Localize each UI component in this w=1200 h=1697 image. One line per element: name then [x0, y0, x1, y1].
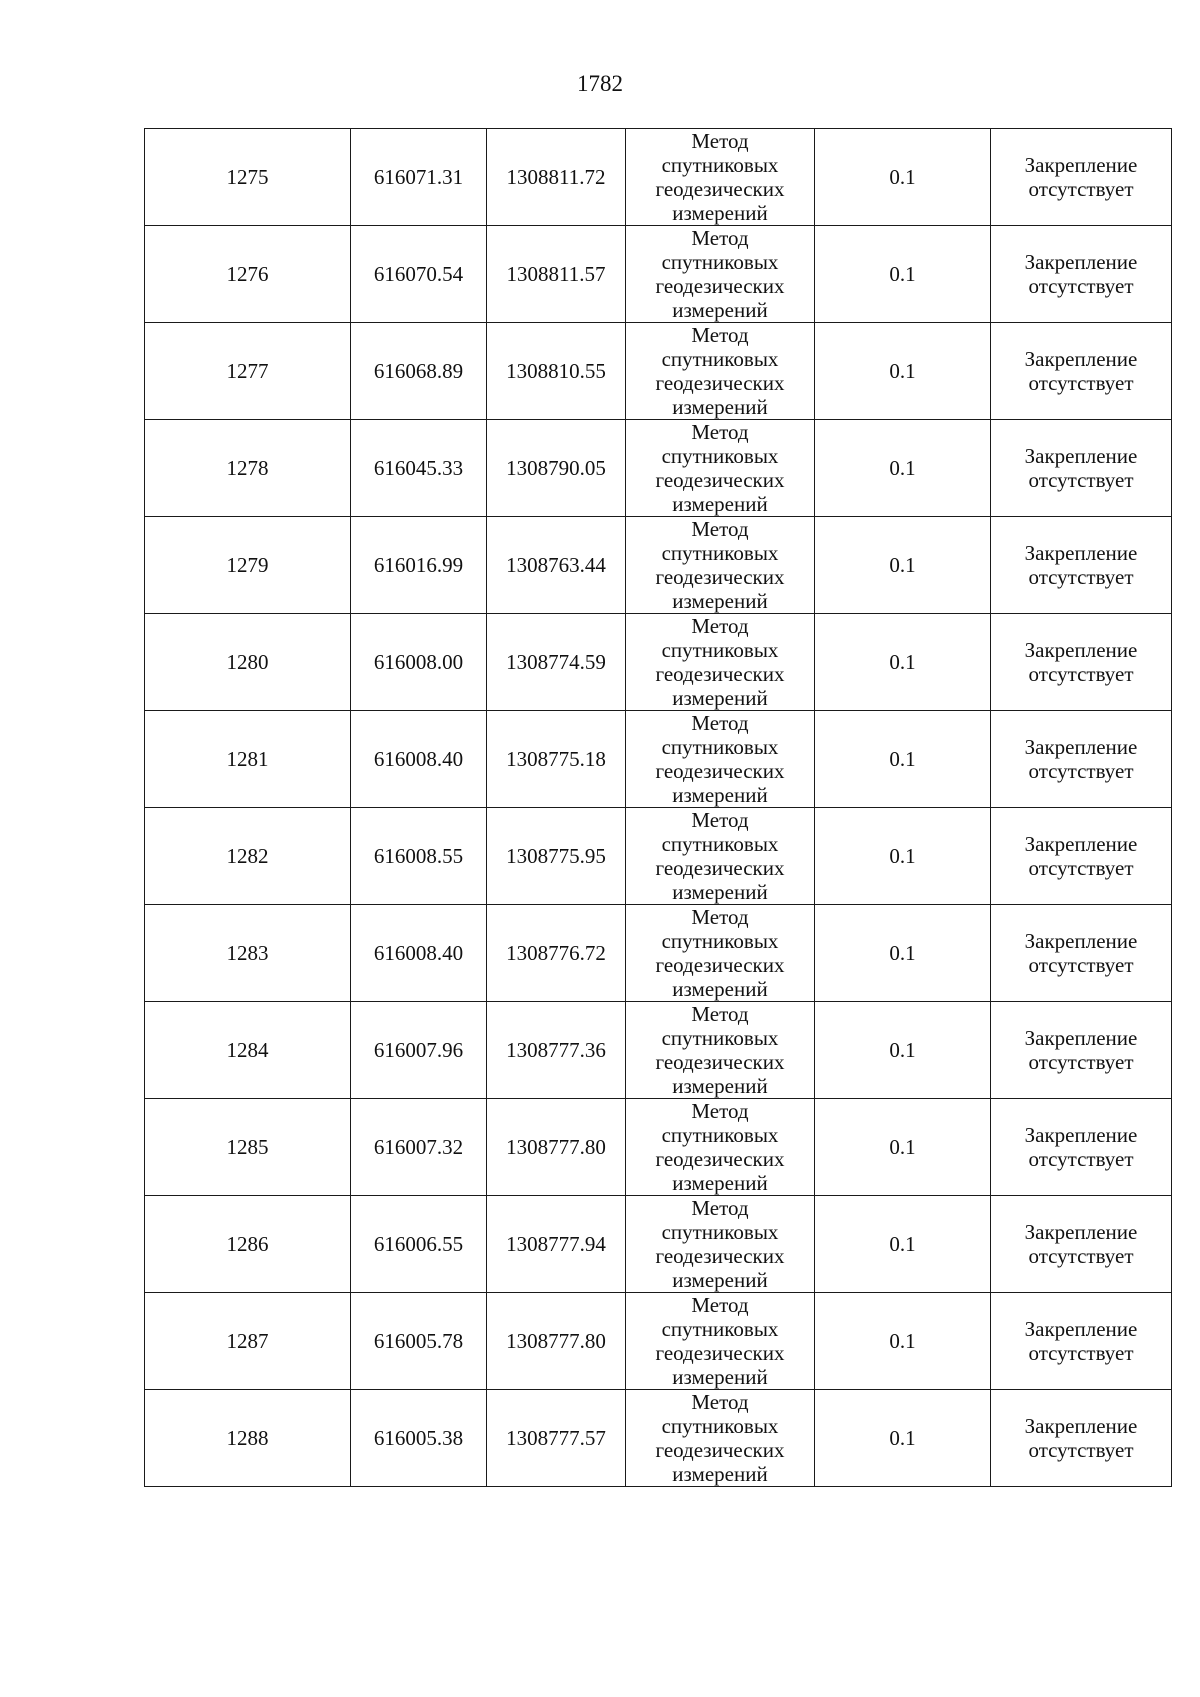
fixing-line: Закрепление [1024, 347, 1138, 371]
method-line: геодезических [655, 274, 785, 298]
fixing-line: Закрепление [1024, 1220, 1138, 1244]
table-row [145, 711, 1172, 808]
accuracy-cell: 0.1 [815, 323, 991, 420]
y-coordinate-cell: 1308810.55 [487, 323, 626, 420]
x-coordinate-cell: 616008.55 [351, 808, 487, 905]
x-coordinate-cell: 616008.00 [351, 614, 487, 711]
method-line: спутниковых [661, 1026, 779, 1050]
fixing-line: отсутствует [1028, 177, 1134, 201]
x-coordinate-cell: 616005.38 [351, 1390, 487, 1487]
y-coordinate-cell: 1308790.05 [487, 420, 626, 517]
table-row [145, 614, 1172, 711]
method-line: спутниковых [661, 832, 779, 856]
point-number-cell: 1284 [145, 1002, 351, 1099]
table-row [145, 1293, 1172, 1390]
point-number-cell: 1280 [145, 614, 351, 711]
x-coordinate-cell: 616016.99 [351, 517, 487, 614]
point-number-cell: 1286 [145, 1196, 351, 1293]
y-coordinate-cell: 1308774.59 [487, 614, 626, 711]
method-line: измерений [672, 1365, 768, 1389]
table-row [145, 517, 1172, 614]
table-row [145, 323, 1172, 420]
method-line: геодезических [655, 371, 785, 395]
method-line: измерений [672, 395, 768, 419]
fixing-line: отсутствует [1028, 1050, 1134, 1074]
fixing-line: Закрепление [1024, 1026, 1138, 1050]
accuracy-cell: 0.1 [815, 614, 991, 711]
point-number-cell: 1281 [145, 711, 351, 808]
method-line: спутниковых [661, 1414, 779, 1438]
point-number-cell: 1277 [145, 323, 351, 420]
method-line: спутниковых [661, 541, 779, 565]
method-cell [626, 905, 815, 1002]
method-line: измерений [672, 589, 768, 613]
method-line: измерений [672, 492, 768, 516]
method-line: геодезических [655, 177, 785, 201]
method-line: спутниковых [661, 153, 779, 177]
fixing-cell [991, 226, 1172, 323]
method-line: геодезических [655, 953, 785, 977]
method-cell [626, 1196, 815, 1293]
method-line: измерений [672, 1074, 768, 1098]
fixing-cell [991, 1002, 1172, 1099]
accuracy-cell: 0.1 [815, 905, 991, 1002]
table-row [145, 808, 1172, 905]
table-row [145, 1099, 1172, 1196]
table-row [145, 420, 1172, 517]
method-line: Метод [691, 808, 749, 832]
accuracy-cell: 0.1 [815, 1196, 991, 1293]
method-cell [626, 614, 815, 711]
y-coordinate-cell: 1308777.94 [487, 1196, 626, 1293]
x-coordinate-cell: 616070.54 [351, 226, 487, 323]
point-number-cell: 1282 [145, 808, 351, 905]
method-cell [626, 808, 815, 905]
x-coordinate-cell: 616007.32 [351, 1099, 487, 1196]
method-cell [626, 711, 815, 808]
accuracy-cell: 0.1 [815, 1293, 991, 1390]
method-line: Метод [691, 323, 749, 347]
method-cell [626, 517, 815, 614]
page-number: 1782 [577, 71, 623, 96]
fixing-line: отсутствует [1028, 371, 1134, 395]
method-cell [626, 1002, 815, 1099]
method-line: Метод [691, 420, 749, 444]
y-coordinate-cell: 1308811.57 [487, 226, 626, 323]
fixing-line: Закрепление [1024, 832, 1138, 856]
method-line: геодезических [655, 759, 785, 783]
accuracy-cell: 0.1 [815, 1099, 991, 1196]
method-line: спутниковых [661, 638, 779, 662]
fixing-cell [991, 1099, 1172, 1196]
fixing-line: отсутствует [1028, 1244, 1134, 1268]
method-line: геодезических [655, 1438, 785, 1462]
fixing-cell [991, 323, 1172, 420]
fixing-line: отсутствует [1028, 1341, 1134, 1365]
coordinates-table [144, 128, 1172, 1487]
fixing-cell [991, 1293, 1172, 1390]
point-number-cell: 1288 [145, 1390, 351, 1487]
x-coordinate-cell: 616008.40 [351, 905, 487, 1002]
accuracy-cell: 0.1 [815, 420, 991, 517]
method-line: геодезических [655, 662, 785, 686]
method-line: спутниковых [661, 735, 779, 759]
fixing-line: Закрепление [1024, 250, 1138, 274]
method-line: спутниковых [661, 347, 779, 371]
y-coordinate-cell: 1308777.80 [487, 1099, 626, 1196]
method-line: Метод [691, 1390, 749, 1414]
fixing-line: отсутствует [1028, 274, 1134, 298]
method-line: геодезических [655, 1341, 785, 1365]
method-line: геодезических [655, 1244, 785, 1268]
point-number-cell: 1275 [145, 129, 351, 226]
method-cell [626, 129, 815, 226]
method-line: измерений [672, 686, 768, 710]
fixing-cell [991, 420, 1172, 517]
fixing-line: Закрепление [1024, 1317, 1138, 1341]
fixing-cell [991, 1390, 1172, 1487]
method-cell [626, 226, 815, 323]
method-cell [626, 1099, 815, 1196]
accuracy-cell: 0.1 [815, 1002, 991, 1099]
method-line: Метод [691, 614, 749, 638]
table-row [145, 129, 1172, 226]
method-line: спутниковых [661, 1317, 779, 1341]
method-line: Метод [691, 129, 749, 153]
table-row [145, 905, 1172, 1002]
fixing-line: отсутствует [1028, 468, 1134, 492]
method-line: спутниковых [661, 250, 779, 274]
fixing-line: Закрепление [1024, 153, 1138, 177]
y-coordinate-cell: 1308777.57 [487, 1390, 626, 1487]
x-coordinate-cell: 616007.96 [351, 1002, 487, 1099]
fixing-line: Закрепление [1024, 735, 1138, 759]
fixing-cell [991, 905, 1172, 1002]
method-line: измерений [672, 201, 768, 225]
point-number-cell: 1285 [145, 1099, 351, 1196]
method-cell [626, 1390, 815, 1487]
fixing-line: отсутствует [1028, 759, 1134, 783]
x-coordinate-cell: 616008.40 [351, 711, 487, 808]
method-line: измерений [672, 1268, 768, 1292]
table-body [145, 129, 1172, 1487]
method-line: геодезических [655, 565, 785, 589]
fixing-line: отсутствует [1028, 565, 1134, 589]
table-row [145, 1002, 1172, 1099]
method-line: спутниковых [661, 1123, 779, 1147]
x-coordinate-cell: 616068.89 [351, 323, 487, 420]
method-cell [626, 323, 815, 420]
fixing-cell [991, 517, 1172, 614]
accuracy-cell: 0.1 [815, 1390, 991, 1487]
method-line: измерений [672, 1171, 768, 1195]
method-line: спутниковых [661, 929, 779, 953]
method-line: измерений [672, 977, 768, 1001]
fixing-cell [991, 711, 1172, 808]
method-line: измерений [672, 1462, 768, 1486]
method-line: геодезических [655, 1050, 785, 1074]
table-row [145, 1390, 1172, 1487]
method-line: Метод [691, 1099, 749, 1123]
x-coordinate-cell: 616005.78 [351, 1293, 487, 1390]
y-coordinate-cell: 1308763.44 [487, 517, 626, 614]
point-number-cell: 1276 [145, 226, 351, 323]
method-line: измерений [672, 298, 768, 322]
method-line: Метод [691, 226, 749, 250]
x-coordinate-cell: 616045.33 [351, 420, 487, 517]
x-coordinate-cell: 616071.31 [351, 129, 487, 226]
method-line: Метод [691, 1002, 749, 1026]
fixing-cell [991, 808, 1172, 905]
point-number-cell: 1287 [145, 1293, 351, 1390]
method-line: геодезических [655, 856, 785, 880]
accuracy-cell: 0.1 [815, 226, 991, 323]
method-line: Метод [691, 517, 749, 541]
method-line: Метод [691, 905, 749, 929]
accuracy-cell: 0.1 [815, 711, 991, 808]
fixing-cell [991, 1196, 1172, 1293]
fixing-line: Закрепление [1024, 541, 1138, 565]
fixing-line: отсутствует [1028, 1438, 1134, 1462]
y-coordinate-cell: 1308776.72 [487, 905, 626, 1002]
y-coordinate-cell: 1308811.72 [487, 129, 626, 226]
fixing-cell [991, 129, 1172, 226]
y-coordinate-cell: 1308775.95 [487, 808, 626, 905]
y-coordinate-cell: 1308777.36 [487, 1002, 626, 1099]
accuracy-cell: 0.1 [815, 808, 991, 905]
accuracy-cell: 0.1 [815, 517, 991, 614]
y-coordinate-cell: 1308777.80 [487, 1293, 626, 1390]
fixing-line: отсутствует [1028, 953, 1134, 977]
fixing-line: отсутствует [1028, 856, 1134, 880]
x-coordinate-cell: 616006.55 [351, 1196, 487, 1293]
y-coordinate-cell: 1308775.18 [487, 711, 626, 808]
method-line: Метод [691, 1293, 749, 1317]
table-row [145, 1196, 1172, 1293]
method-line: измерений [672, 880, 768, 904]
method-line: Метод [691, 1196, 749, 1220]
point-number-cell: 1278 [145, 420, 351, 517]
method-line: измерений [672, 783, 768, 807]
method-line: геодезических [655, 1147, 785, 1171]
method-line: спутниковых [661, 1220, 779, 1244]
point-number-cell: 1283 [145, 905, 351, 1002]
fixing-cell [991, 614, 1172, 711]
method-line: геодезических [655, 468, 785, 492]
fixing-line: отсутствует [1028, 1147, 1134, 1171]
fixing-line: Закрепление [1024, 1123, 1138, 1147]
method-cell [626, 1293, 815, 1390]
fixing-line: Закрепление [1024, 444, 1138, 468]
method-line: Метод [691, 711, 749, 735]
method-cell [626, 420, 815, 517]
fixing-line: Закрепление [1024, 929, 1138, 953]
point-number-cell: 1279 [145, 517, 351, 614]
fixing-line: отсутствует [1028, 662, 1134, 686]
table-row [145, 226, 1172, 323]
method-line: спутниковых [661, 444, 779, 468]
accuracy-cell: 0.1 [815, 129, 991, 226]
fixing-line: Закрепление [1024, 1414, 1138, 1438]
fixing-line: Закрепление [1024, 638, 1138, 662]
